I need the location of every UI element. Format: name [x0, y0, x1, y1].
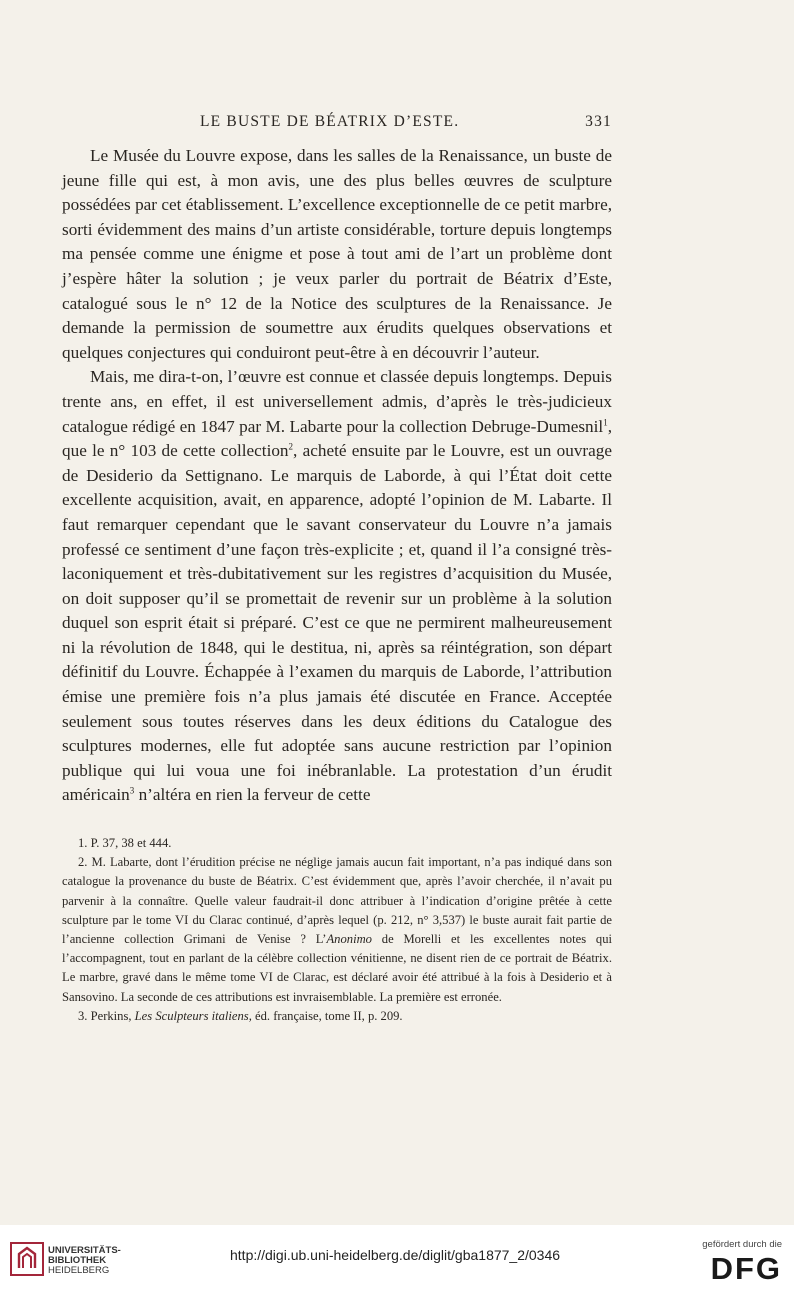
footnote-2 [62, 853, 612, 1007]
footnote-2-italic: Anonimo [326, 932, 372, 947]
library-name-line-2: BIBLIOTHEK [48, 1255, 107, 1266]
funded-by-label: gefördert durch die [702, 1239, 782, 1250]
body-text [62, 144, 612, 808]
library-name [48, 1246, 121, 1276]
footnote-3-italic: Les Sculpteurs italiens, [134, 1008, 252, 1023]
paragraph-2-text-c: , acheté ensuite par le Louvre, est un ouvrage de Desiderio da Settignano. Le marquis de Laborde, à qui l’État doit cette excellente acquisition, avait, en apparence, adopté l’opinion de M. Labarte. Il faut remarquer cependant que le savant conservateur du Louvre n’a jamais professé ce sentiment d’une façon très-explicite ; et, quand il l’a consigné très-laconiquement et très-dubitativement sur les registres d’acquisition du Musée, on doit supposer qu’il se promettait de revenir sur un problème à la solution duquel son esprit était si préparé. C’est ce que ne permirent malheureusement ni la révolution de 1848, qui le destitua, ni, après sa réintégration, son départ définitif du Louvre. Échappée à l’examen du marquis de Laborde, l’attribution émise une première fois n’a plus jamais été discutée en France. Acceptée seulement sous toutes réserves dans les deux éditions du Catalogue des sculptures modernes, elle fut adoptée sans aucune restriction par l’opinion publique qui lui voua une foi inébranlable. La protestation d’un érudit américain [62, 441, 612, 805]
paragraph-2 [62, 365, 612, 808]
footnotes [62, 834, 612, 1026]
page-number: 331 [585, 113, 612, 130]
dfg-logo: DFG [710, 1251, 782, 1286]
footnote-ref-3: 3 [129, 785, 135, 796]
paragraph-1: Le Musée du Louvre expose, dans les salles de la Renaissance, un buste de jeune fille qui est, à mon avis, une des plus belles œuvres de sculpture possédées par cet établissement. L’excellence exceptionnelle de ce petit marbre, sorti évidemment des mains d’un artiste considérable, torture depuis longtemps ma pensée comme une énigme et pose à tout ami de l’art un problème dont j’espère hâter la solution ; je veux parler du portrait de Béatrix d’Este, catalogué sous le n° 12 de la Notice des sculptures de la Renaissance. Je demande la permission de soumettre aux érudits quelques observations et quelques conjectures qui conduiront peut-être à en découvrir l’auteur. [62, 146, 612, 362]
running-header [62, 113, 612, 137]
footnote-ref-2: 2 [288, 441, 294, 452]
permalink-url[interactable]: http://digi.ub.uni-heidelberg.de/diglit/gba1877_2/0346 [230, 1247, 561, 1263]
footnote-1: 1. P. 37, 38 et 444. [78, 836, 172, 850]
running-title: LE BUSTE DE BÉATRIX D’ESTE. [200, 113, 460, 130]
footnote-3 [62, 1007, 612, 1026]
footnote-2-text-b: de Morelli et les excellentes notes qui l’accompagnent, tout en parlant de la célèbre collection vénitienne, ne disent rien de ce portrait de Béatrix. Le marbre, gravé dans le même tome VI de Clarac, est déclaré avoir été attribué à la fois à Desiderio et à Sansovino. La seconde de ces attributions est invraisemblable. La première est erronée. [62, 932, 612, 1004]
digitization-footer [0, 1225, 794, 1293]
paragraph-2-text-a: Mais, me dira-t-on, l’œuvre est connue et classée depuis longtemps. Depuis trente ans, en effet, il est universellement admis, d’après le très-judicieux catalogue rédigé en 1847 par M. Labarte pour la collection Debruge-Dumesnil [62, 367, 612, 436]
footnote-2-text-a: 2. M. Labarte, dont l’érudition précise ne néglige jamais aucun fait important, n’a pas indiqué dans son catalogue la provenance du buste de Béatrix. C’est évidemment que, après l’avoir cherchée, il n’avait pu parvenir à la connaître. Quelle valeur faudrait-il donc attribuer à l’indication d’origine prêtée à cette sculpture par le tome VI du Clarac continué, d’après lequel (p. 212, n° 3,537) le buste aurait fait partie de l’ancienne collection Grimani de Venise ? L’ [62, 855, 612, 947]
library-name-line-3: HEIDELBERG [48, 1265, 110, 1276]
footnote-3-text-a: 3. Perkins, [78, 1008, 135, 1023]
paragraph-2-text-b: , que le n° 103 de cette collection [62, 416, 612, 461]
paragraph-2-text-d: n’altéra en rien la ferveur de cette [134, 785, 371, 805]
footnote-ref-1: 1 [603, 416, 608, 427]
library-name-line-1: UNIVERSITÄTS- [48, 1245, 121, 1256]
library-logo-icon [10, 1242, 44, 1276]
footnote-3-text-b: éd. française, tome II, p. 209. [251, 1008, 403, 1023]
